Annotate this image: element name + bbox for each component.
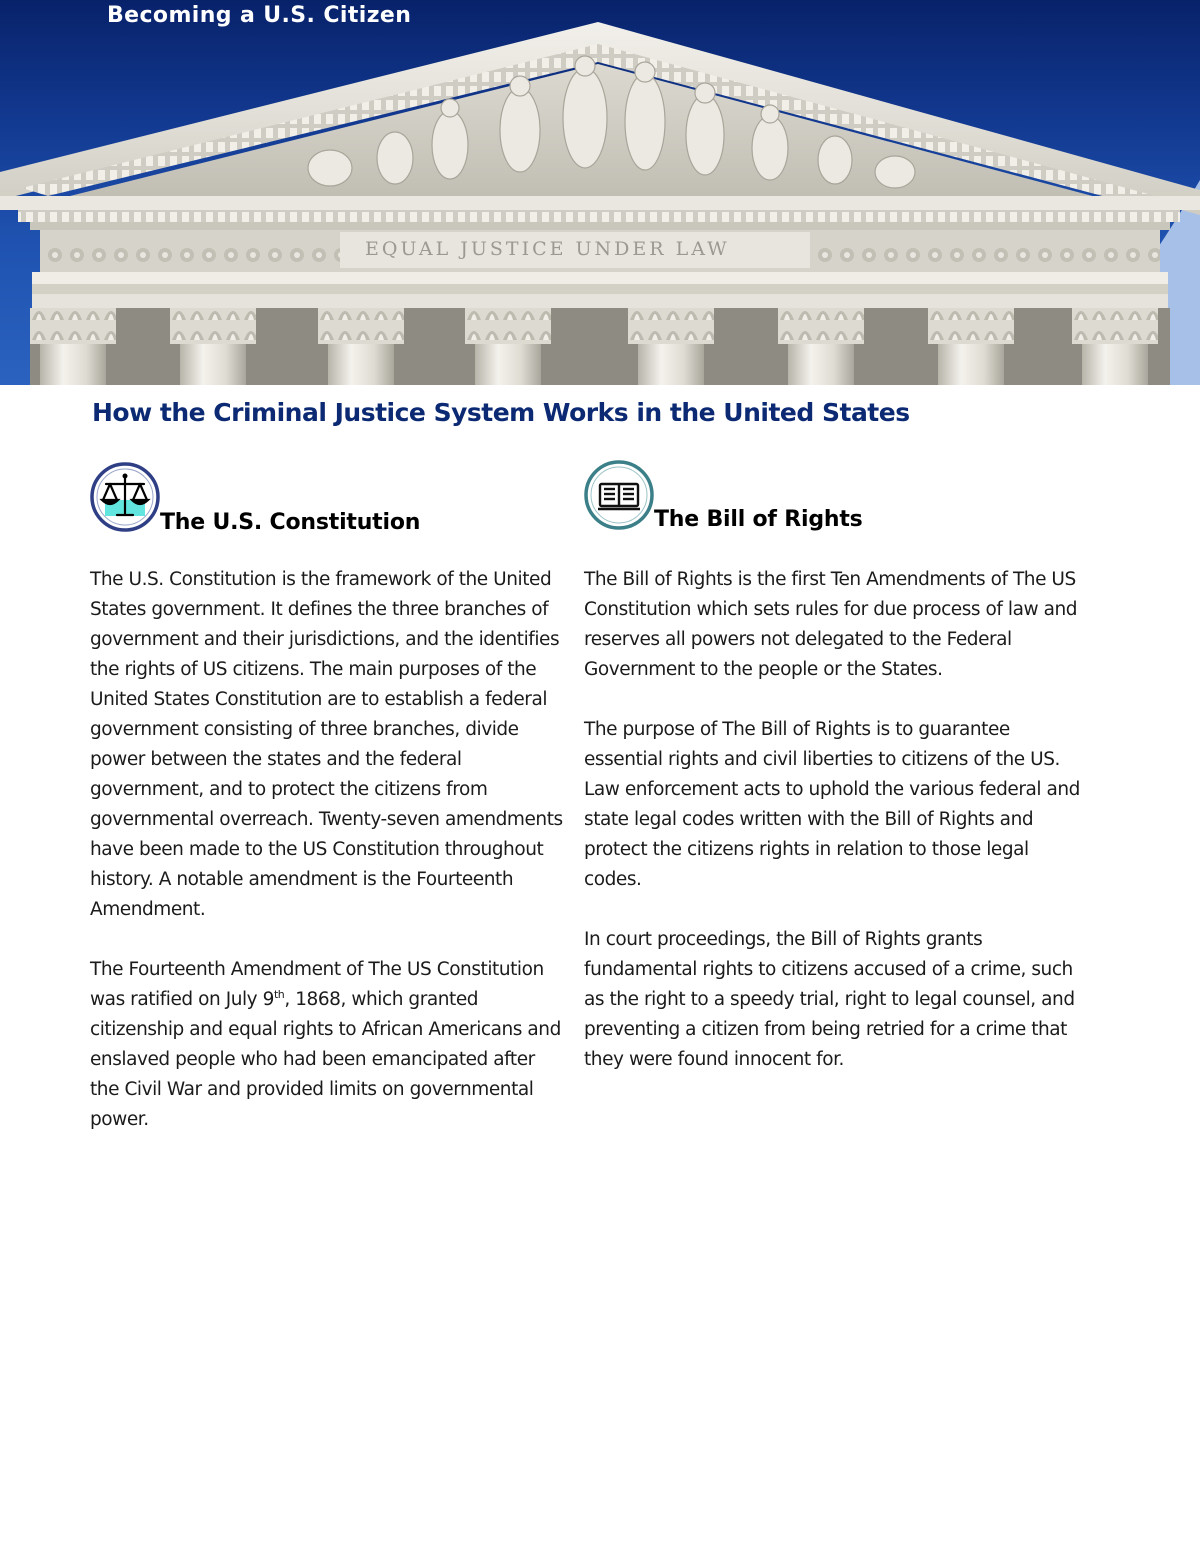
- banner-title: Becoming a U.S. Citizen: [107, 3, 412, 28]
- constitution-paragraph-2-start: The Fourteenth Amendment of The US Constitution was ratified on July 9: [90, 959, 544, 1010]
- supreme-court-facade-illustration: [0, 0, 1200, 385]
- page-headline: How the Criminal Justice System Works in the United States: [92, 398, 910, 427]
- hero-banner: [0, 0, 1200, 385]
- bill-of-rights-paragraph-2: The purpose of The Bill of Rights is to guarantee essential rights and civil liberties to citizens of the US. Law enforcement acts to uphold the various federal and state legal codes written with the Bill of Rights and protect the citizens rights in relation to those legal codes.: [584, 719, 1080, 890]
- constitution-paragraph-1: The U.S. Constitution is the framework of the United States government. It defines the three branches of government and their jurisdictions, and the identifies the rights of US citizens. The main purposes of the United States Constitution are to establish a federal government consisting of three branches, divide power between the states and the federal government, and to protect the citizens from governmental overreach. Twenty-seven amendments have been made to the US Constitution throughout history. A notable amendment is the Fourteenth Amendment.: [90, 569, 563, 920]
- constitution-paragraph-2-end: , 1868, which granted citizenship and equal rights to African Americans and enslaved people who had been emancipated after the Civil War and provided limits on governmental power.: [90, 989, 561, 1130]
- constitution-body: [90, 565, 565, 1165]
- constitution-paragraph-2: [90, 955, 565, 1135]
- bill-of-rights-paragraph-1: The Bill of Rights is the first Ten Amendments of The US Constitution which sets rules for due process of law and reserves all powers not delegated to the Federal Government to the people or the States.: [584, 569, 1078, 680]
- bill-of-rights-paragraph-3: In court proceedings, the Bill of Rights grants fundamental rights to citizens accused of a crime, such as the right to a speedy trial, right to legal counsel, and preventing a citizen from being retried for a crime that they were found innocent for.: [584, 929, 1075, 1070]
- ordinal-suffix: th: [273, 987, 285, 1001]
- bill-of-rights-title: The Bill of Rights: [654, 507, 863, 532]
- scales-of-justice-icon: [90, 462, 160, 532]
- bill-of-rights-body: [584, 565, 1084, 1105]
- frieze-inscription: EQUAL JUSTICE UNDER LAW: [365, 238, 730, 260]
- open-book-icon: [584, 460, 654, 530]
- constitution-title: The U.S. Constitution: [160, 510, 421, 535]
